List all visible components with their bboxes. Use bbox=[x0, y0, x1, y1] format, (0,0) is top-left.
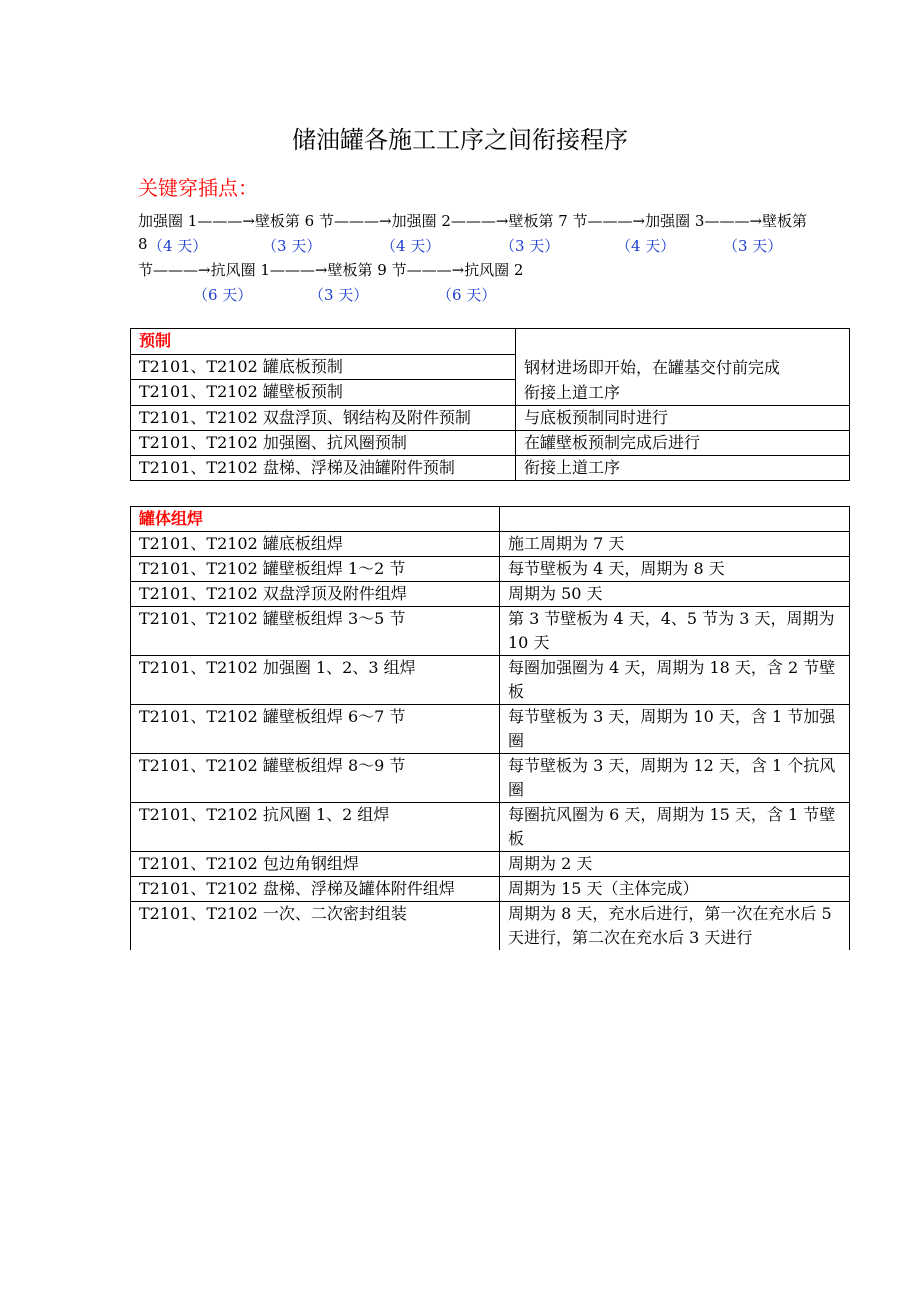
arrow: ———→ bbox=[406, 261, 465, 279]
arrow: ———→ bbox=[587, 212, 646, 230]
table-row bbox=[131, 582, 850, 607]
duration-label: （6 天） bbox=[437, 286, 497, 304]
table-row bbox=[131, 557, 850, 582]
table-row bbox=[131, 656, 850, 705]
step-label: 加强圈 2 bbox=[391, 212, 451, 230]
table-cell: 每节壁板为 4 天，周期为 8 天 bbox=[500, 557, 850, 582]
table-row bbox=[131, 803, 850, 852]
table-row bbox=[131, 456, 850, 481]
table-cell: T2101、T2102 一次、二次密封组装 bbox=[131, 902, 500, 951]
arrow: ———→ bbox=[269, 261, 328, 279]
sequence-line-1 bbox=[138, 210, 807, 231]
table-row bbox=[131, 431, 850, 456]
table-cell: 每圈抗风圈为 6 天，周期为 15 天，含 1 节壁板 bbox=[500, 803, 850, 852]
key-points-heading: 关键穿插点： bbox=[138, 176, 258, 200]
table-cell: T2101、T2102 罐壁板组焊 1～2 节 bbox=[131, 557, 500, 582]
table-cell: 施工周期为 7 天 bbox=[500, 532, 850, 557]
table-row bbox=[131, 406, 850, 431]
table-cell: T2101、T2102 罐壁板组焊 8～9 节 bbox=[131, 754, 500, 803]
table-cell: 周期为 50 天 bbox=[500, 582, 850, 607]
duration-label: （4 天） bbox=[381, 237, 441, 255]
duration-label: （6 天） bbox=[193, 286, 253, 304]
step-label: 壁板第 9 节 bbox=[327, 261, 407, 279]
prefab-note: 衔接上道工序 bbox=[524, 383, 621, 402]
table-cell: T2101、T2102 抗风圈 1、2 组焊 bbox=[131, 803, 500, 852]
table-row bbox=[131, 754, 850, 803]
table-cell: 周期为 2 天 bbox=[500, 852, 850, 877]
table-cell: T2101、T2102 双盘浮顶及附件组焊 bbox=[131, 582, 500, 607]
table-cell: 衔接上道工序 bbox=[516, 456, 850, 481]
table-row bbox=[131, 607, 850, 656]
table-cell: 周期为 8 天，充水后进行，第一次在充水后 5 天进行，第二次在充水后 3 天进行 bbox=[500, 902, 850, 951]
table-cell: T2101、T2102 盘梯、浮梯及罐体附件组焊 bbox=[131, 877, 500, 902]
prefab-note: 钢材进场即开始，在罐基交付前完成 bbox=[524, 358, 781, 377]
table-cell: 每节壁板为 3 天，周期为 12 天，含 1 个抗风圈 bbox=[500, 754, 850, 803]
section-heading: 预制 bbox=[131, 329, 516, 355]
step-label: 壁板第 bbox=[762, 212, 808, 230]
sequence-line-2 bbox=[138, 259, 523, 280]
table-cell: T2101、T2102 加强圈 1、2、3 组焊 bbox=[131, 656, 500, 705]
arrow: ———→ bbox=[153, 261, 211, 279]
table-cell bbox=[500, 507, 850, 532]
table-row bbox=[131, 877, 850, 902]
table-cell: T2101、T2102 罐底板预制 bbox=[131, 354, 516, 380]
table-row bbox=[131, 507, 850, 532]
table-row bbox=[131, 902, 850, 951]
prefab-table bbox=[130, 328, 850, 481]
step-label: 8 bbox=[138, 235, 148, 253]
step-label: 加强圈 3 bbox=[645, 212, 705, 230]
duration-label: （3 天） bbox=[262, 237, 322, 255]
table-cell: T2101、T2102 罐底板组焊 bbox=[131, 532, 500, 557]
duration-label: （4 天） bbox=[616, 237, 676, 255]
duration-label: （3 天） bbox=[500, 237, 560, 255]
table-cell: 每圈加强圈为 4 天，周期为 18 天，含 2 节壁板 bbox=[500, 656, 850, 705]
table-cell: 周期为 15 天（主体完成） bbox=[500, 877, 850, 902]
table-cell bbox=[516, 329, 850, 406]
step-label: 壁板第 6 节 bbox=[254, 212, 334, 230]
table-row bbox=[131, 852, 850, 877]
duration-label: （3 天） bbox=[309, 286, 369, 304]
step-label: 加强圈 1 bbox=[138, 212, 198, 230]
table-row bbox=[131, 532, 850, 557]
duration-label: （4 天） bbox=[148, 237, 208, 255]
table-cell: T2101、T2102 加强圈、抗风圈预制 bbox=[131, 431, 516, 456]
table-row bbox=[131, 329, 850, 355]
step-label: 壁板第 7 节 bbox=[508, 212, 588, 230]
arrow: ———→ bbox=[704, 212, 763, 230]
arrow: ———→ bbox=[197, 212, 255, 230]
section-heading: 罐体组焊 bbox=[131, 507, 500, 532]
table-cell: T2101、T2102 包边角钢组焊 bbox=[131, 852, 500, 877]
table-cell: 第 3 节壁板为 4 天，4、5 节为 3 天，周期为 10 天 bbox=[500, 607, 850, 656]
step-label: 节 bbox=[138, 261, 154, 279]
table-cell: T2101、T2102 罐壁板组焊 3～5 节 bbox=[131, 607, 500, 656]
table-row bbox=[131, 705, 850, 754]
step-label: 抗风圈 2 bbox=[464, 261, 524, 279]
table-cell: T2101、T2102 盘梯、浮梯及油罐附件预制 bbox=[131, 456, 516, 481]
table-cell: T2101、T2102 罐壁板组焊 6～7 节 bbox=[131, 705, 500, 754]
table-cell: T2101、T2102 双盘浮顶、钢结构及附件预制 bbox=[131, 406, 516, 431]
arrow: ———→ bbox=[450, 212, 509, 230]
page-title: 储油罐各施工工序之间衔接程序 bbox=[292, 126, 628, 154]
table-cell: T2101、T2102 罐壁板预制 bbox=[131, 380, 516, 406]
assembly-table bbox=[130, 506, 850, 950]
table-cell: 在罐壁板预制完成后进行 bbox=[516, 431, 850, 456]
duration-label: （3 天） bbox=[723, 237, 783, 255]
arrow: ———→ bbox=[333, 212, 392, 230]
step-label: 抗风圈 1 bbox=[210, 261, 270, 279]
table-cell: 与底板预制同时进行 bbox=[516, 406, 850, 431]
table-cell: 每节壁板为 3 天，周期为 10 天，含 1 节加强圈 bbox=[500, 705, 850, 754]
